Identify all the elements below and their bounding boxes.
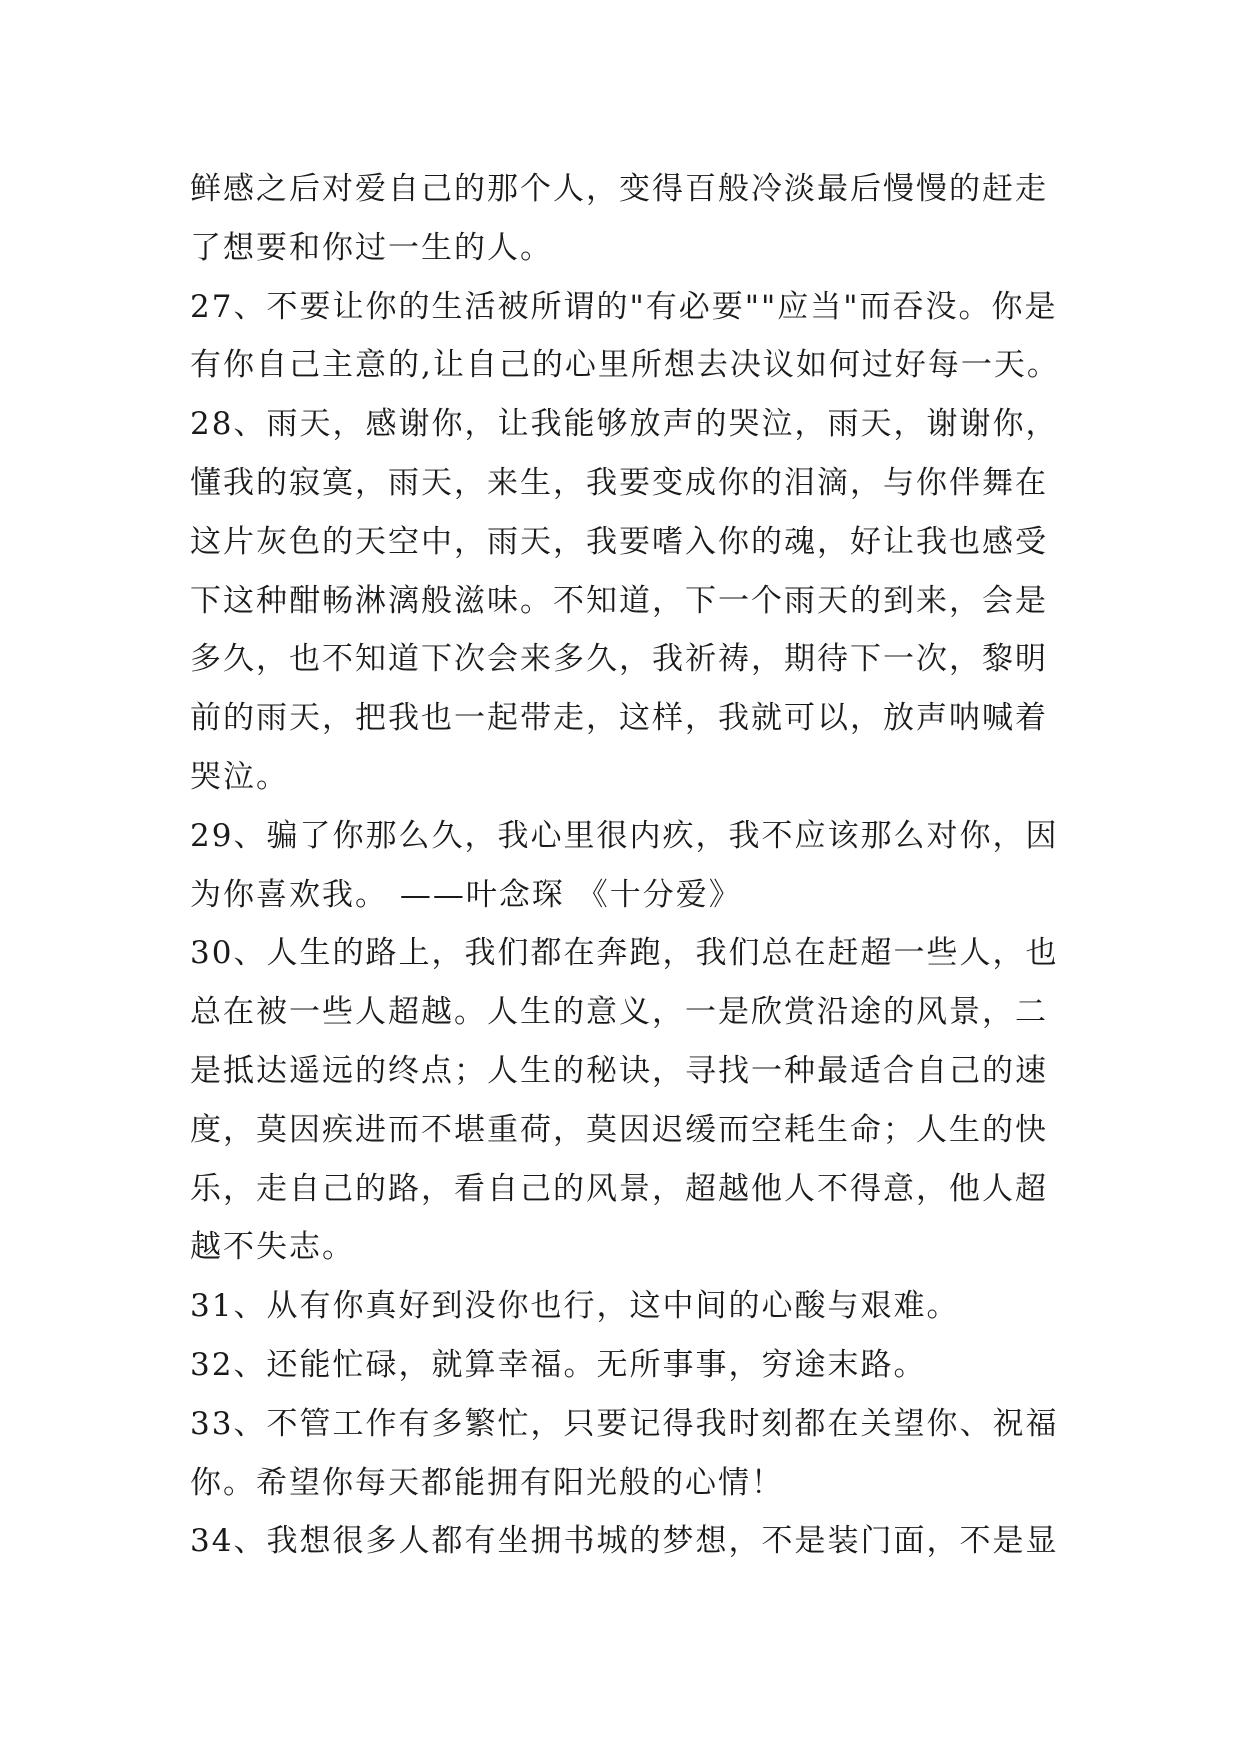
text-line: 下这种酣畅淋漓般滋味。不知道，下一个雨天的到来，会是 xyxy=(190,582,1048,619)
text-line: 越不失志。 xyxy=(190,1229,355,1266)
text-line: 29、骗了你那么久，我心里很内疚，我不应该那么对你，因 xyxy=(190,817,1059,854)
text-line: 30、人生的路上，我们都在奔跑，我们总在赶超一些人，也 xyxy=(190,935,1059,972)
text-line: 了想要和你过一生的人。 xyxy=(190,229,553,266)
text-line: 你。希望你每天都能拥有阳光般的心情！ xyxy=(190,1464,784,1501)
text-line: 度，莫因疾进而不堪重荷，莫因迟缓而空耗生命；人生的快 xyxy=(190,1111,1048,1148)
text-line: 总在被一些人超越。人生的意义，一是欣赏沿途的风景，二 xyxy=(190,994,1048,1031)
text-line: 是抵达遥远的终点；人生的秘诀，寻找一种最适合自己的速 xyxy=(190,1052,1048,1089)
text-line: 前的雨天，把我也一起带走，这样，我就可以，放声呐喊着 xyxy=(190,700,1048,737)
text-line: 33、不管工作有多繁忙，只要记得我时刻都在关望你、祝福 xyxy=(190,1405,1059,1442)
document-body xyxy=(190,160,1070,1571)
text-line: 31、从有你真好到没你也行，这中间的心酸与艰难。 xyxy=(190,1288,960,1325)
text-line: 为你喜欢我。 ——叶念琛 《十分爱》 xyxy=(190,876,742,913)
text-line: 34、我想很多人都有坐拥书城的梦想，不是装门面，不是显 xyxy=(190,1523,1059,1560)
text-line: 懂我的寂寞，雨天，来生，我要变成你的泪滴，与你伴舞在 xyxy=(190,464,1048,501)
text-line: 乐，走自己的路，看自己的风景，超越他人不得意，他人超 xyxy=(190,1170,1048,1207)
text-line: 27、不要让你的生活被所谓的"有必要""应当"而吞没。你是 xyxy=(190,288,1058,325)
text-line: 哭泣。 xyxy=(190,758,289,795)
text-line: 这片灰色的天空中，雨天，我要嗜入你的魂，好让我也感受 xyxy=(190,523,1048,560)
text-line: 32、还能忙碌，就算幸福。无所事事，穷途末路。 xyxy=(190,1346,927,1383)
text-line: 鲜感之后对爱自己的那个人，变得百般冷淡最后慢慢的赶走 xyxy=(190,171,1048,207)
text-line: 28、雨天，感谢你，让我能够放声的哭泣，雨天，谢谢你， xyxy=(190,406,1059,443)
text-line: 有你自己主意的,让自己的心里所想去决议如何过好每一天。 xyxy=(190,347,1060,384)
text-line: 多久，也不知道下次会来多久，我祈祷，期待下一次，黎明 xyxy=(190,641,1048,678)
